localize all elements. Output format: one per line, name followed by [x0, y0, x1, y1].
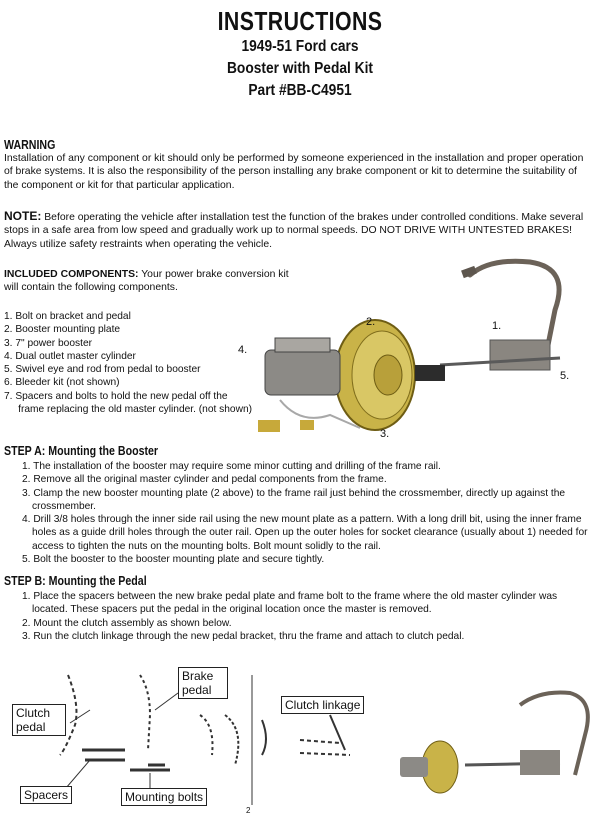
- note-text: Before operating the vehicle after installation test the function of the brakes under controlled conditions. Make several stops in a safe area from low speed and gradually work up to normal speeds. DO NOT DRIVE WITH UNTESTED BRAKES! Always utilize safety restraints when operating the vehicle.: [4, 212, 584, 250]
- list-item: 3. 7" power booster: [4, 337, 92, 349]
- label-brake-pedal: Brake pedal: [178, 667, 228, 699]
- list-item: 1. Place the spacers between the new brake pedal plate and frame bolt to the frame where the old master cylinder was located. These spacers put the pedal in the original location once the master is removed.: [22, 591, 558, 616]
- callout-1: 1.: [492, 320, 502, 332]
- part-number: Part #BB-C4951: [248, 82, 352, 99]
- list-item: 4. Dual outlet master cylinder: [4, 350, 136, 362]
- page-title: INSTRUCTIONS: [217, 6, 383, 36]
- kit-name: Booster with Pedal Kit: [226, 60, 374, 77]
- note-paragraph: [4, 210, 594, 251]
- list-item: 6. Bleeder kit (not shown): [4, 377, 120, 389]
- warning-text: Installation of any component or kit should only be performed by someone experienced in the installation and proper operation of brake systems. It is also the responsibility of the person installing any brake component or kit to determine the suitability of the component or kit for that particular application.: [4, 153, 584, 191]
- callout-3: 3.: [380, 428, 390, 440]
- pedal-installation-diagram: [0, 655, 600, 815]
- step-a-heading: STEP A: Mounting the Booster: [4, 444, 159, 458]
- booster-kit-photo: [240, 250, 595, 445]
- step-a-list: [22, 460, 592, 566]
- note-label: NOTE:: [4, 209, 42, 223]
- callout-4: 4.: [238, 344, 248, 356]
- warning-heading: WARNING: [4, 138, 56, 152]
- callout-5: 5.: [560, 370, 570, 382]
- list-item: 3. Run the clutch linkage through the new pedal bracket, thru the frame and attach to clutch pedal.: [22, 630, 465, 642]
- label-mounting-bolts: Mounting bolts: [121, 788, 207, 806]
- included-text: Your power brake conversion kit will contain the following components.: [4, 269, 289, 294]
- step-b-list: [22, 590, 592, 643]
- label-clutch-linkage: Clutch linkage: [281, 696, 364, 714]
- list-item: 5. Bolt the booster to the booster mounting plate and secure tightly.: [22, 554, 325, 566]
- list-item: 1. The installation of the booster may require some minor cutting and drilling of the frame rail.: [22, 461, 441, 472]
- label-spacers: Spacers: [20, 786, 72, 804]
- label-clutch-pedal: Clutch pedal: [12, 704, 66, 736]
- list-item: 2. Booster mounting plate: [4, 324, 121, 336]
- list-item: frame replacing the old master cylinder. (not shown): [4, 404, 253, 416]
- components-list: [4, 310, 252, 416]
- list-item: 4. Drill 3/8 holes through the inner side rail using the new mount plate as a pattern. With a long drill bit, using the inner frame holes as a guide drill holes through the outer rail. Open up the outer holes for socket clearance (usually about 1) needed for access to tighten the nuts on the mounting bolts. Bolt mount solidly to the rail.: [22, 514, 588, 552]
- step-b-heading: STEP B: Mounting the Pedal: [4, 574, 147, 588]
- list-item: 3. Clamp the new booster mounting plate (2 above) to the frame rail just behind the crossmember, directly up against the crossmember.: [22, 487, 566, 512]
- list-item: 1. Bolt on bracket and pedal: [4, 311, 131, 322]
- list-item: 2. Remove all the original master cylinder and pedal components from the frame.: [22, 474, 387, 486]
- page-number: 2: [246, 806, 251, 815]
- list-item: 7. Spacers and bolts to hold the new pedal off the: [4, 390, 228, 402]
- list-item: 2. Mount the clutch assembly as shown below.: [22, 617, 232, 629]
- list-item: 5. Swivel eye and rod from pedal to booster: [4, 364, 201, 376]
- callout-2: 2.: [366, 316, 376, 328]
- included-label: INCLUDED COMPONENTS:: [4, 269, 139, 280]
- vehicle-line: 1949-51 Ford cars: [241, 38, 359, 55]
